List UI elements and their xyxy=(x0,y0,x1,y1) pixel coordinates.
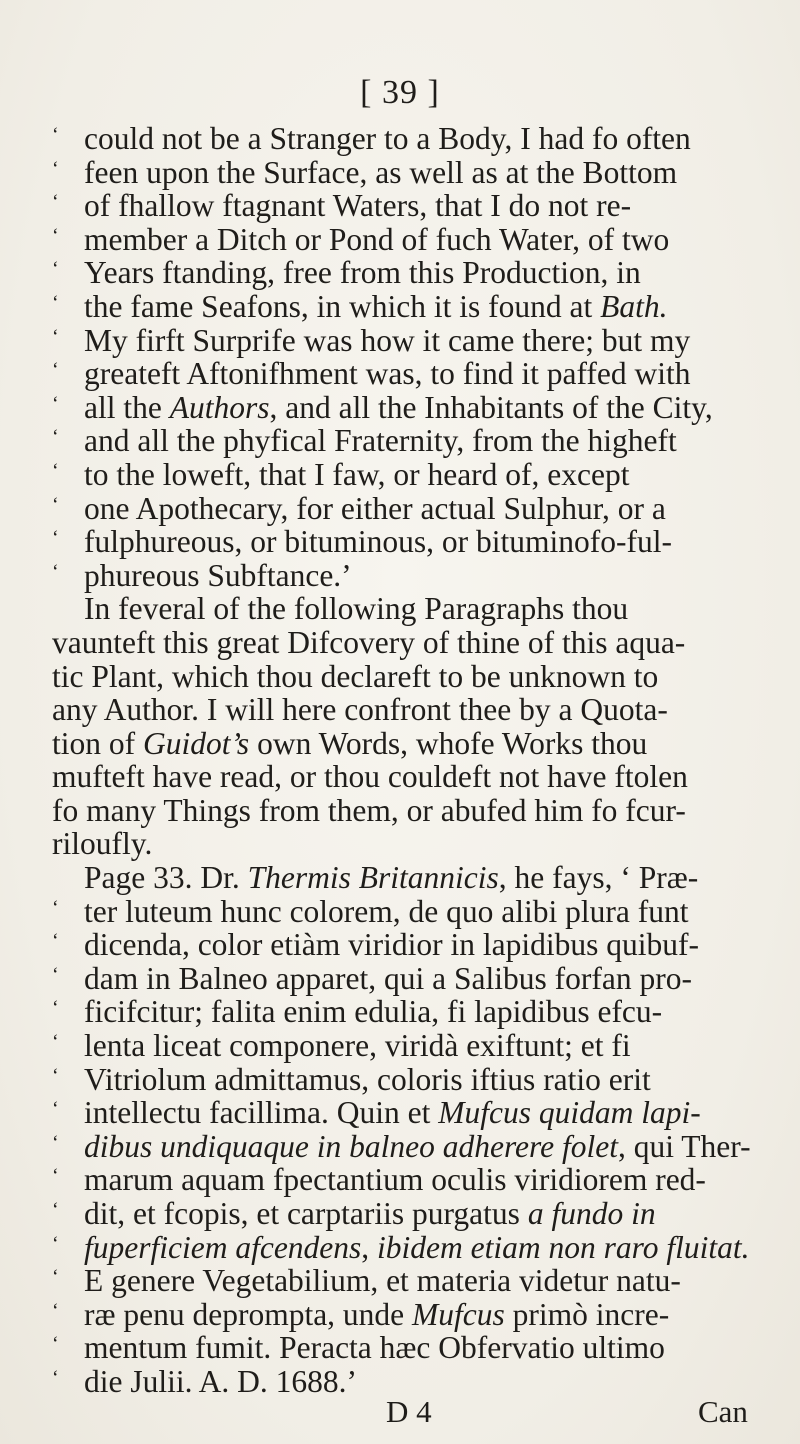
text-span: vaunteft this great Difcovery of thine of this aqua- xyxy=(52,624,686,660)
text-span: dit, et fcopis, et carptariis purgatus xyxy=(84,1196,528,1231)
text-span: riloufly. xyxy=(52,826,153,862)
quote-mark: ‘ xyxy=(52,157,59,180)
text-span: , xyxy=(361,1229,378,1265)
italic-text: Authors xyxy=(169,389,270,425)
quote-mark: ‘ xyxy=(52,527,59,550)
text-span: ficifcitur; falita enim edulia, fi lapidibus efcu- xyxy=(84,994,663,1030)
text-line xyxy=(52,256,760,290)
text-line xyxy=(52,525,760,559)
quote-mark: ‘ xyxy=(52,1366,59,1389)
quote-mark: ‘ xyxy=(52,1333,59,1356)
text-span: lenta liceat componere, viridà exiftunt; et fi xyxy=(84,1028,631,1064)
quote-mark: ‘ xyxy=(52,1031,59,1054)
text-span: tion of xyxy=(52,725,143,761)
text-line xyxy=(52,1063,760,1097)
quote-mark: ‘ xyxy=(52,997,59,1020)
text-span: E genere Vegetabilium, et materia videtur natu- xyxy=(84,1263,681,1299)
text-span: , qui Ther- xyxy=(617,1128,751,1164)
italic-text: Mufcus quidam lapi- xyxy=(438,1095,701,1131)
text-line xyxy=(52,727,760,761)
quote-mark: ‘ xyxy=(52,1266,59,1289)
quote-mark: ‘ xyxy=(52,124,59,146)
text-span: primò incre- xyxy=(504,1296,670,1332)
text-span: dicenda, color etiàm viridior in lapidibus quibuf- xyxy=(84,927,699,963)
text-span: In feveral of the following Paragraphs thou xyxy=(84,591,629,627)
text-span: feen upon the Surface, as well as at the Bottom xyxy=(84,154,678,190)
signature-mark: D 4 xyxy=(386,1394,432,1429)
text-span: ræ penu deprompta, unde xyxy=(84,1296,413,1332)
text-line xyxy=(52,1231,760,1265)
italic-text: Thermis Britannicis xyxy=(247,860,499,896)
text-line xyxy=(52,189,760,223)
italic-text: dibus undiquaque in balneo adherere folet xyxy=(84,1128,618,1164)
text-line xyxy=(52,357,760,391)
quote-mark: ‘ xyxy=(52,224,59,247)
quote-mark: ‘ xyxy=(52,1064,59,1087)
text-span: own Words, whofe Works thou xyxy=(249,725,648,761)
text-line xyxy=(52,223,760,257)
quote-mark: ‘ xyxy=(52,392,59,415)
text-line xyxy=(52,324,760,358)
text-line xyxy=(52,660,760,694)
italic-text: fuperficiem afcendens xyxy=(84,1229,362,1265)
text-line xyxy=(52,1331,760,1365)
text-span: and all the phyfical Fraternity, from the higheft xyxy=(84,423,677,459)
text-line xyxy=(52,122,760,156)
text-span: Vitriolum admittamus, coloris iftius ratio erit xyxy=(84,1061,651,1097)
text-span: fulphureous, or bituminous, or bituminofo-ful- xyxy=(84,524,672,560)
text-span: greateft Aftonifhment was, to find it paffed with xyxy=(84,356,691,392)
quote-mark: ‘ xyxy=(52,560,59,583)
quote-mark: ‘ xyxy=(52,1165,59,1188)
quote-mark: ‘ xyxy=(52,963,59,986)
text-span: phureous Subftance.’ xyxy=(84,557,352,593)
text-span: to the loweft, that I faw, or heard of, except xyxy=(84,456,630,492)
text-line xyxy=(52,424,760,458)
quote-mark: ‘ xyxy=(52,258,59,281)
quote-mark: ‘ xyxy=(52,325,59,348)
text-line xyxy=(52,827,760,861)
text-line xyxy=(52,1298,760,1332)
quote-mark: ‘ xyxy=(52,426,59,449)
text-line xyxy=(52,1163,760,1197)
text-span: , and all the Inhabitants of the City, xyxy=(269,389,713,425)
text-line xyxy=(52,1130,760,1164)
text-line xyxy=(52,559,760,593)
italic-text: Guidot’s xyxy=(143,725,250,761)
text-span: Page 33. Dr. xyxy=(84,860,248,896)
text-span: fo many Things from them, or abufed him fo fcur- xyxy=(52,792,686,828)
text-line xyxy=(52,1096,760,1130)
quote-mark: ‘ xyxy=(52,459,59,482)
text-line xyxy=(52,995,760,1029)
quote-mark: ‘ xyxy=(52,493,59,516)
text-span: marum aquam fpectantium oculis viridiorem red- xyxy=(84,1162,706,1198)
text-span: member a Ditch or Pond of fuch Water, of two xyxy=(84,221,670,257)
quote-mark: ‘ xyxy=(52,1199,59,1221)
text-span: , he fays, ‘ Præ- xyxy=(498,860,699,896)
text-span: one Apothecary, for either actual Sulphur, or a xyxy=(84,490,666,526)
text-span: could not be a Stranger to a Body, I had fo often xyxy=(84,121,691,156)
text-line xyxy=(52,290,760,324)
text-span: tic Plant, which thou declareft to be unknown to xyxy=(52,658,659,694)
text-line xyxy=(52,1264,760,1298)
quote-mark: ‘ xyxy=(52,359,59,382)
quote-mark: ‘ xyxy=(52,1098,59,1121)
text-line xyxy=(52,1029,760,1063)
italic-text: Mufcus xyxy=(412,1296,505,1332)
quote-mark: ‘ xyxy=(52,930,59,953)
text-line xyxy=(52,895,760,929)
quote-mark: ‘ xyxy=(52,1299,59,1322)
text-line xyxy=(52,760,760,794)
text-line xyxy=(52,928,760,962)
page-number: [ 39 ] xyxy=(360,74,440,111)
text-line xyxy=(52,391,760,425)
text-line xyxy=(52,962,760,996)
text-line xyxy=(52,1197,760,1231)
italic-text: a fundo in xyxy=(527,1196,656,1231)
text-span: Years ftanding, free from this Production, in xyxy=(84,255,641,291)
body-text xyxy=(52,122,760,1399)
quote-mark: ‘ xyxy=(52,191,59,214)
text-line xyxy=(52,458,760,492)
text-span: of fhallow ftagnant Waters, that I do not re- xyxy=(84,188,632,224)
quote-mark: ‘ xyxy=(52,1232,59,1255)
catchword: Can xyxy=(698,1394,748,1429)
text-span: the fame Seafons, in which it is found at xyxy=(84,288,601,324)
text-line xyxy=(52,861,760,895)
text-span: mufteft have read, or thou couldeft not have ftolen xyxy=(52,759,688,795)
quote-mark: ‘ xyxy=(52,896,59,919)
quote-mark: ‘ xyxy=(52,1131,59,1154)
text-span: ter luteum hunc colorem, de quo alibi plura funt xyxy=(84,893,689,929)
text-line xyxy=(52,693,760,727)
text-line xyxy=(52,794,760,828)
text-span: any Author. I will here confront thee by a Quota- xyxy=(52,692,668,728)
text-line xyxy=(52,592,760,626)
italic-text: Bath. xyxy=(600,288,668,324)
text-span: all the xyxy=(84,389,170,425)
text-span: intellectu facillima. Quin et xyxy=(84,1095,439,1131)
text-span: mentum fumit. Peracta hæc Obfervatio ultimo xyxy=(84,1330,665,1366)
text-span: My firft Surprife was how it came there; but my xyxy=(84,322,691,358)
italic-text: ibidem etiam non raro fluitat. xyxy=(377,1229,750,1265)
text-line xyxy=(52,492,760,526)
text-span: dam in Balneo apparet, qui a Salibus forfan pro- xyxy=(84,960,692,996)
page-footer xyxy=(0,1394,800,1434)
text-line xyxy=(52,626,760,660)
quote-mark: ‘ xyxy=(52,291,59,314)
text-line xyxy=(52,156,760,190)
text-span: die Julii. A. D. 1688.’ xyxy=(84,1363,357,1399)
